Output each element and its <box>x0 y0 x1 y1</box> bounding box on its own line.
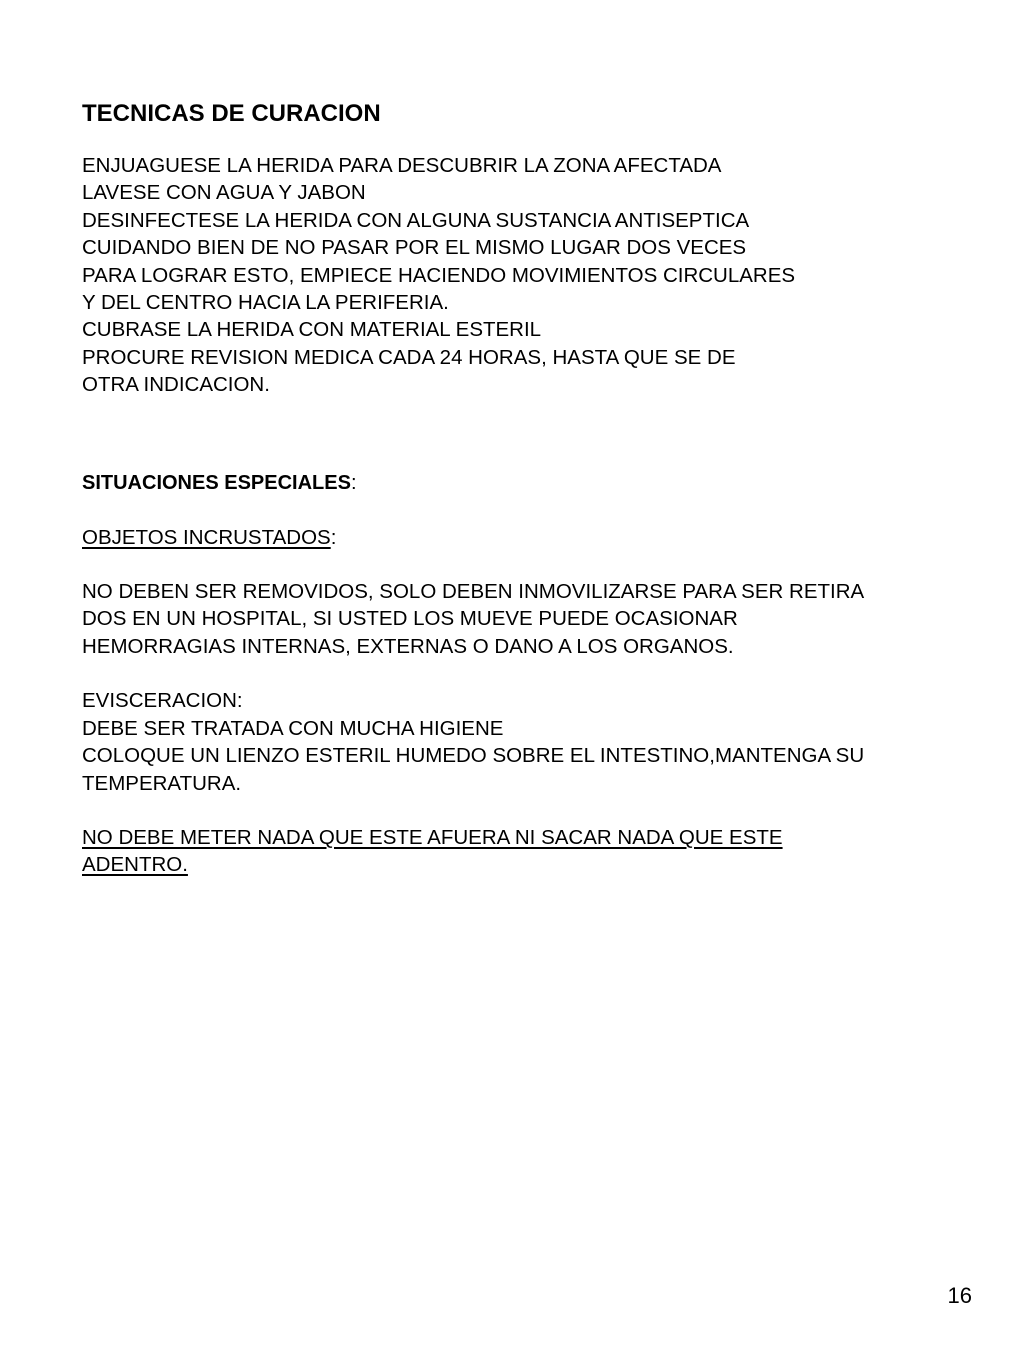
instruction-line: CUIDANDO BIEN DE NO PASAR POR EL MISMO LUGAR DOS VECES <box>82 236 747 260</box>
situaciones-heading-colon: : <box>350 471 357 494</box>
instruction-line: CUBRASE LA HERIDA CON MATERIAL ESTERIL <box>82 318 542 342</box>
page-number: 16 <box>947 1283 972 1308</box>
paragraph-line: DEBE SER TRATADA CON MUCHA HIGIENE <box>82 716 504 740</box>
evisceracion-paragraph <box>82 687 982 797</box>
objetos-paragraph <box>82 578 982 660</box>
instruction-line: DESINFECTESE LA HERIDA CON ALGUNA SUSTANCIA ANTISEPTICA <box>82 208 750 232</box>
warning-line: ADENTRO. <box>82 853 188 877</box>
curacion-instructions <box>82 152 982 399</box>
objetos-heading-colon: : <box>330 525 337 549</box>
paragraph-line: COLOQUE UN LIENZO ESTERIL HUMEDO SOBRE EL INTESTINO,MANTENGA SU <box>82 744 865 768</box>
objetos-heading-text: OBJETOS INCRUSTADOS <box>82 525 331 549</box>
instruction-line: PROCURE REVISION MEDICA CADA 24 HORAS, HASTA QUE SE DE <box>82 345 736 369</box>
paragraph-line: HEMORRAGIAS INTERNAS, EXTERNAS O DANO A LOS ORGANOS. <box>82 634 734 658</box>
instruction-line: OTRA INDICACION. <box>82 373 270 397</box>
page-title: TECNICAS DE CURACION <box>82 100 381 127</box>
objetos-heading <box>82 524 982 551</box>
situaciones-heading <box>82 469 982 497</box>
instruction-line: ENJUAGUESE LA HERIDA PARA DESCUBRIR LA ZONA AFECTADA <box>82 154 722 177</box>
document-page <box>82 96 982 879</box>
instruction-line: Y DEL CENTRO HACIA LA PERIFERIA. <box>82 291 449 315</box>
paragraph-line: DOS EN UN HOSPITAL, SI USTED LOS MUEVE PUEDE OCASIONAR <box>82 607 738 631</box>
warning-paragraph <box>82 824 982 879</box>
paragraph-line: NO DEBEN SER REMOVIDOS, SOLO DEBEN INMOVILIZARSE PARA SER RETIRA <box>82 580 865 604</box>
warning-line: NO DEBE METER NADA QUE ESTE AFUERA NI SACAR NADA QUE ESTE <box>82 825 783 849</box>
instruction-line: PARA LOGRAR ESTO, EMPIECE HACIENDO MOVIMIENTOS CIRCULARES <box>82 263 796 287</box>
situaciones-heading-text: SITUACIONES ESPECIALES <box>82 471 351 494</box>
instruction-line: LAVESE CON AGUA Y JABON <box>82 181 366 205</box>
paragraph-line: EVISCERACION: <box>82 689 243 713</box>
paragraph-line: TEMPERATURA. <box>82 771 242 795</box>
